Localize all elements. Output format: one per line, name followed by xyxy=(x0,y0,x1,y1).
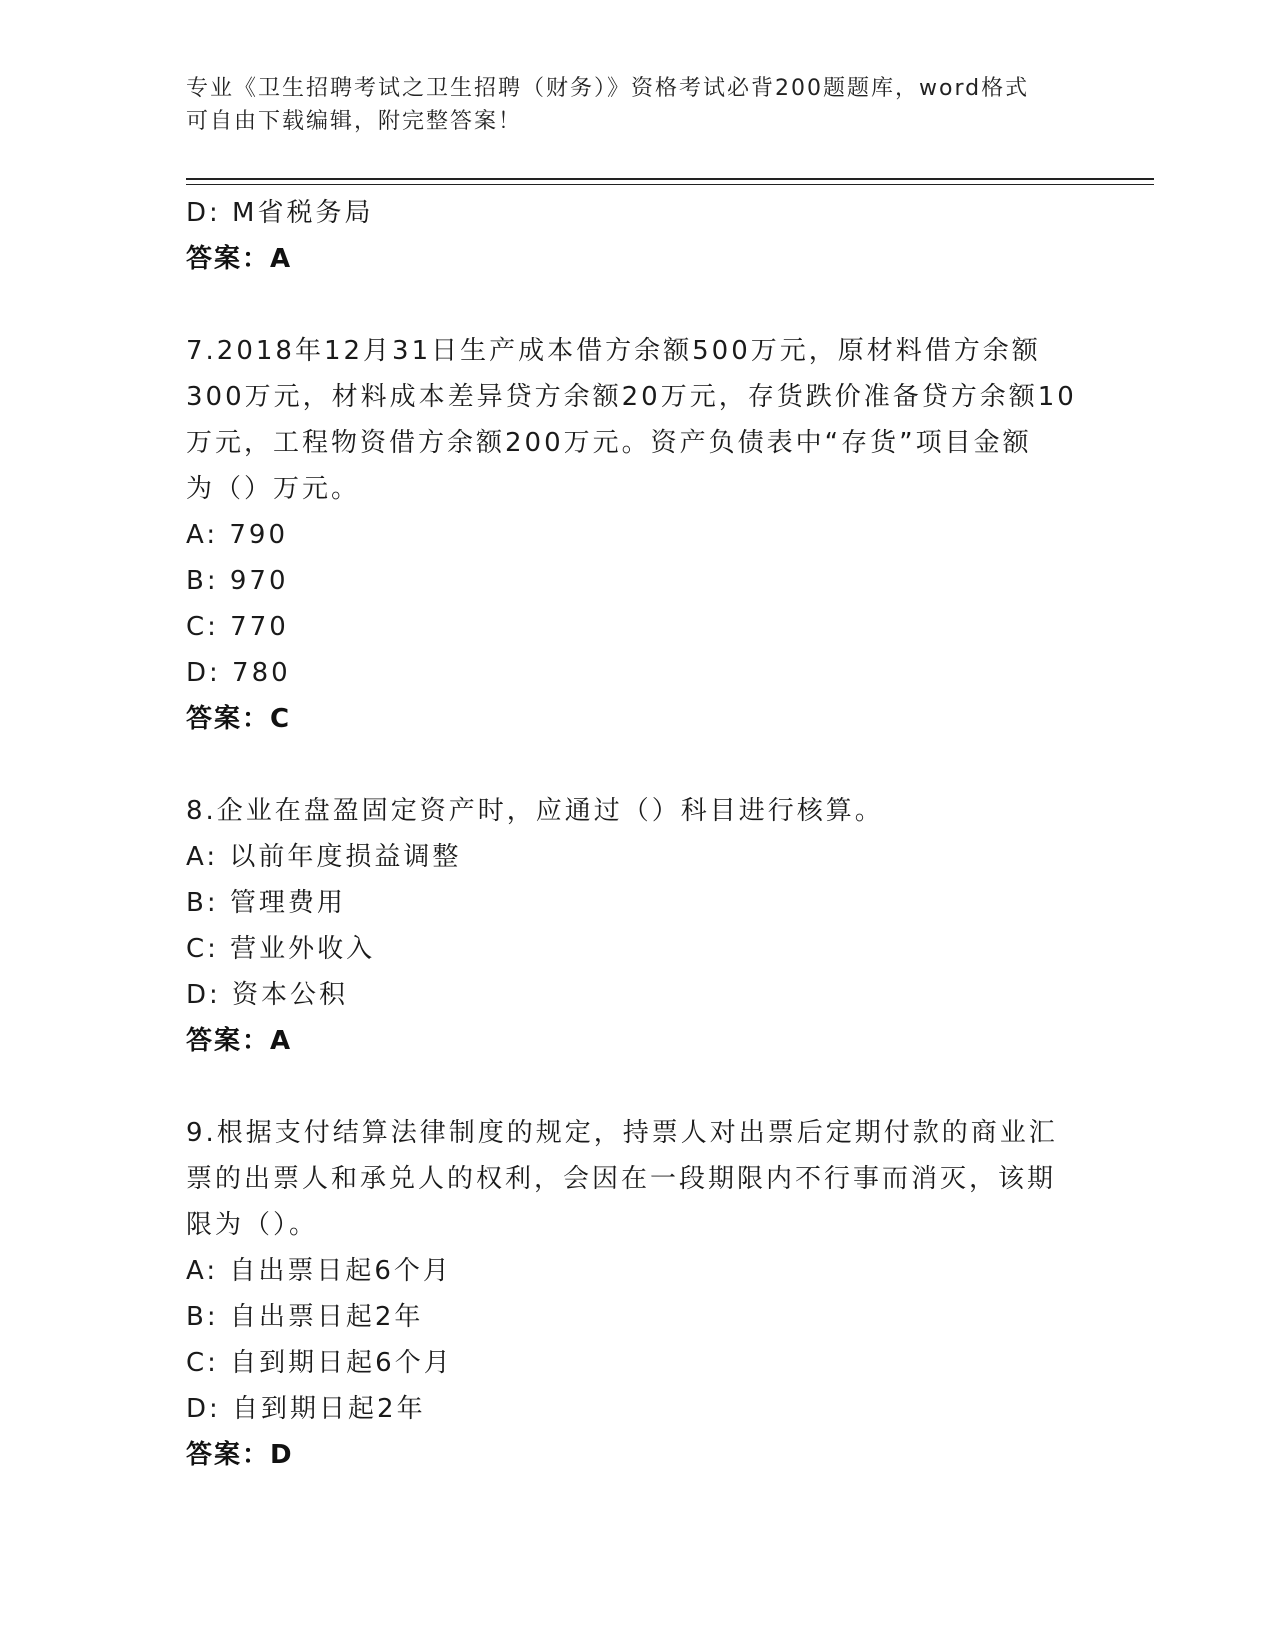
question-8 xyxy=(186,788,1086,1064)
question-line: 9.根据支付结算法律制度的规定，持票人对出票后定期付款的商业汇 xyxy=(186,1118,1058,1148)
header-divider-thick xyxy=(186,178,1154,180)
question-7 xyxy=(186,328,1086,742)
option-a: A: 790 xyxy=(186,520,288,550)
option-d: D: 780 xyxy=(186,658,291,688)
answer: 答案：A xyxy=(186,244,293,274)
question-line: 票的出票人和承兑人的权利，会因在一段期限内不行事而消灭，该期 xyxy=(186,1164,1057,1194)
option-a: A: 以前年度损益调整 xyxy=(186,842,462,872)
question-line: 为（）万元。 xyxy=(186,474,361,504)
question-line: 8.企业在盘盈固定资产时，应通过（）科目进行核算。 xyxy=(186,796,884,826)
option-d: D: M省税务局 xyxy=(186,198,374,228)
option-c: C: 770 xyxy=(186,612,289,642)
question-line: 7.2018年12月31日生产成本借方余额500万元，原材料借方余额 xyxy=(186,336,1041,366)
spacer xyxy=(186,282,1086,328)
option-c: C: 营业外收入 xyxy=(186,934,376,964)
page-content xyxy=(186,190,1086,1478)
header-divider-thin xyxy=(186,184,1154,185)
option-b: B: 管理费用 xyxy=(186,888,346,918)
answer: 答案：D xyxy=(186,1440,294,1470)
question-text xyxy=(186,788,1076,834)
answer: 答案：C xyxy=(186,704,292,734)
option-b: B: 自出票日起2年 xyxy=(186,1302,424,1332)
document-header xyxy=(186,72,1066,138)
option-b: B: 970 xyxy=(186,566,289,596)
spacer xyxy=(186,742,1086,788)
header-line-1: 专业《卫生招聘考试之卫生招聘（财务）》资格考试必背200题题库，word格式 xyxy=(186,76,1030,101)
option-d: D: 资本公积 xyxy=(186,980,349,1010)
answer: 答案：A xyxy=(186,1026,293,1056)
spacer xyxy=(186,1064,1086,1110)
option-d: D: 自到期日起2年 xyxy=(186,1394,426,1424)
prev-question xyxy=(186,190,1086,282)
question-line: 限为（）。 xyxy=(186,1210,319,1240)
option-a: A: 自出票日起6个月 xyxy=(186,1256,452,1286)
question-line: 300万元，材料成本差异贷方余额20万元，存货跌价准备贷方余额10 xyxy=(186,382,1077,412)
question-9 xyxy=(186,1110,1086,1478)
question-text xyxy=(186,328,1076,512)
question-line: 万元，工程物资借方余额200万元。资产负债表中“存货”项目金额 xyxy=(186,428,1032,458)
header-line-2: 可自由下载编辑，附完整答案！ xyxy=(186,109,523,134)
option-c: C: 自到期日起6个月 xyxy=(186,1348,453,1378)
question-text xyxy=(186,1110,1076,1248)
